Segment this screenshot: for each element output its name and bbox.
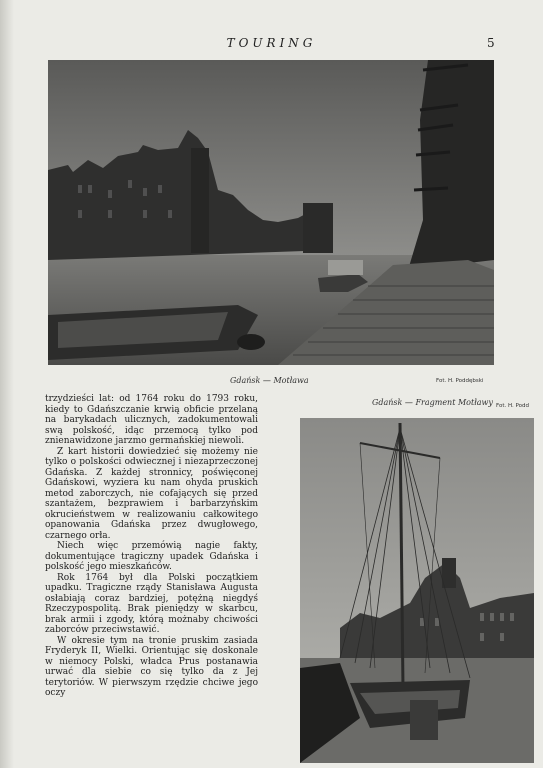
magazine-title: TOURING: [226, 36, 317, 50]
photo-motlawa-image: [48, 60, 494, 365]
page-binding-shadow: [0, 0, 14, 768]
article-paragraph: W okresie tym na tronie pruskim zasiada Fryderyk II, Wielki. Orientując się doskonale w niemocy Polski, władca Prus postanawia urwać dla siebie co się tylko da z Jej terytoriów. W pierwszym rzędzie chciwe jego oczy: [45, 635, 258, 698]
photo-fragment-credit: Fot. H. Podd: [496, 403, 529, 409]
article-paragraph: trzydzieści lat: od 1764 roku do 1793 roku, kiedy to Gdańszczanie krwią obficie przelaną na barykadach ulicznych, zadokumentowali swą polskość, idąc przemocą tylko pod znienawidzone jarzmo germańskiej niewoli.: [45, 394, 258, 446]
photo-fragment-motlawy: [300, 418, 534, 763]
photo-motlawa: [48, 60, 494, 365]
article-text: [45, 394, 258, 699]
page-number: 5: [487, 36, 495, 50]
photo-motlawa-credit: Fot. H. Poddębski: [436, 378, 484, 384]
article-paragraph: Z kart historii dowiedzieć się możemy nie tylko o polskości odwiecznej i niezaprzeczonej Gdańska. Z każdej stronnicy, poświęconej Gdańskowi, wyziera ku nam ohyda pruskich metod zaborczych, nie cofających się przed szantażem, bezprawiem i barbarzyńskim okrucieństwem w realizowaniu całkowitego opanowania Gdańska przez dwugłowego, czarnego orła.: [45, 446, 258, 541]
article-paragraph: Niech więc przemówią nagie fakty, dokumentujące tragiczny upadek Gdańska i polskość jego mieszkańców.: [45, 541, 258, 572]
article-paragraph: Rok 1764 był dla Polski początkiem upadku. Tragiczne rządy Stanisława Augusta osłabiają coraz bardziej, potężną niegdyś Rzeczypospolitą. Brak pieniędzy w skarbcu, brak armii i zgody, którą możnaby chciwości zaborców przeciwstawić.: [45, 572, 258, 635]
photo-fragment-image: [300, 418, 534, 763]
photo-motlawa-caption: Gdańsk — Motława: [230, 376, 309, 385]
photo-fragment-caption: Gdańsk — Fragment Motławy: [372, 398, 493, 407]
